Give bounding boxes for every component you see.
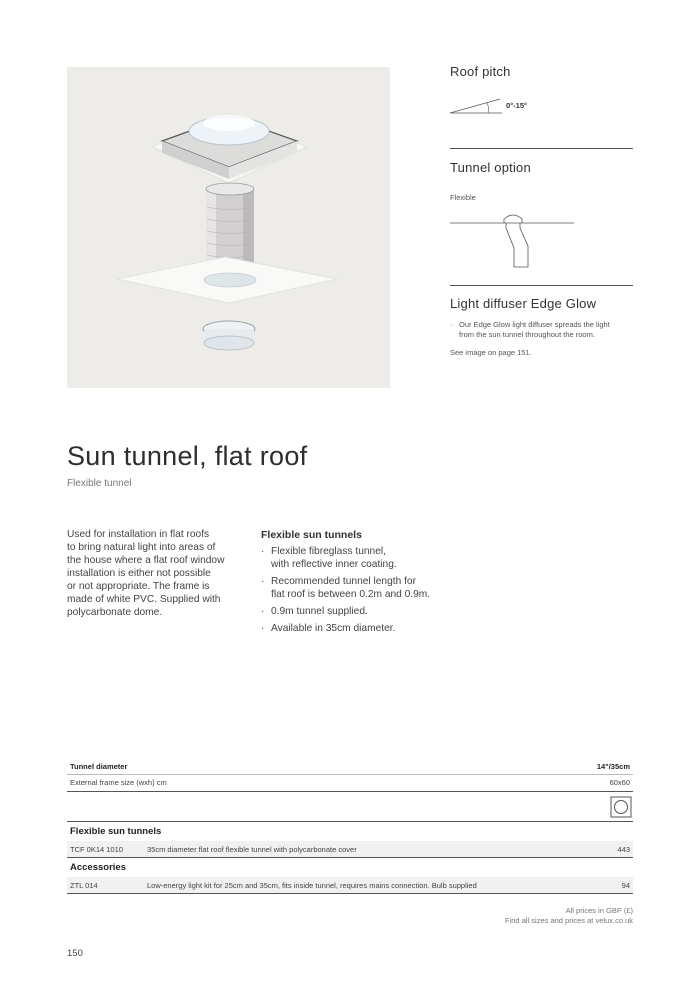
frame-size-value: 60x60: [609, 778, 630, 787]
feature-item: · Flexible fibreglass tunnel, with reflective inner coating.: [261, 546, 397, 570]
diameter-value: 14"/35cm: [596, 762, 630, 771]
see-image-note: See image on page 151.: [450, 348, 532, 357]
feature-item: · Available in 35cm diameter.: [261, 623, 396, 634]
intro-line: Used for installation in flat roofs: [67, 529, 210, 540]
page-number: 150: [67, 948, 83, 959]
roof-pitch-range: 0°-15°: [506, 101, 528, 110]
intro-line: installation is either not possible: [67, 568, 211, 579]
intro-line: to bring natural light into areas of: [67, 542, 216, 553]
divider: [67, 774, 633, 775]
divider: [67, 857, 633, 858]
intro-paragraph: [67, 528, 247, 619]
intro-line: the house where a flat roof window: [67, 555, 225, 566]
product-image: [67, 67, 390, 388]
sizes-note: Find all sizes and prices at velux.co.uk: [505, 916, 633, 925]
section-accessories: Accessories: [70, 862, 126, 873]
flexible-tunnel-diagram: [450, 210, 580, 270]
light-diffuser-title: Light diffuser Edge Glow: [450, 296, 597, 311]
product-row: [67, 841, 633, 857]
footer-notes: [505, 906, 633, 926]
accessory-description: Low-energy light kit for 25cm and 35cm, fits inside tunnel, requires mains connection. Bulb supplied: [147, 881, 477, 890]
roof-pitch-title: Roof pitch: [450, 64, 511, 79]
divider: [67, 791, 633, 792]
divider: [67, 821, 633, 822]
divider: [450, 148, 633, 149]
round-tunnel-icon: [610, 796, 632, 818]
sun-tunnel-illustration: [67, 67, 390, 388]
features-list: [261, 545, 461, 639]
light-diffuser-bullet: · Our Edge Glow light diffuser spreads the light from the sun tunnel throughout the room.: [450, 320, 610, 339]
divider: [67, 893, 633, 894]
intro-line: polycarbonate dome.: [67, 607, 163, 618]
product-description: 35cm diameter flat roof flexible tunnel with polycarbonate cover: [147, 845, 357, 854]
diameter-label: Tunnel diameter: [70, 762, 128, 771]
page-subtitle: Flexible tunnel: [67, 478, 132, 489]
product-price: 443: [617, 845, 630, 854]
tunnel-option-type: Flexible: [450, 193, 476, 202]
frame-size-label: External frame size (wxh) cm: [70, 778, 167, 787]
divider: [450, 285, 633, 286]
accessory-code: ZTL 014: [70, 881, 98, 890]
features-title: Flexible sun tunnels: [261, 529, 362, 541]
diameter-row: [67, 762, 633, 774]
accessory-price: 94: [621, 881, 630, 890]
light-diffuser-text-line: Our Edge Glow light diffuser spreads the light: [459, 320, 610, 329]
light-diffuser-text-line: from the sun tunnel throughout the room.: [459, 330, 595, 339]
product-code: TCF 0K14 1010: [70, 845, 123, 854]
feature-item: · 0.9m tunnel supplied.: [261, 606, 368, 617]
intro-line: or not appropriate. The frame is: [67, 581, 210, 592]
accessory-row: [67, 877, 633, 893]
intro-line: made of white PVC. Supplied with: [67, 594, 221, 605]
feature-item: · Recommended tunnel length for flat roof is between 0.2m and 0.9m.: [261, 576, 431, 600]
section-flexible-tunnels: Flexible sun tunnels: [70, 826, 162, 837]
prices-note: All prices in GBP (£): [565, 906, 633, 915]
frame-size-row: [67, 778, 633, 790]
page-title: Sun tunnel, flat roof: [67, 441, 308, 471]
tunnel-option-title: Tunnel option: [450, 160, 531, 175]
roof-pitch-diagram: [450, 96, 510, 116]
